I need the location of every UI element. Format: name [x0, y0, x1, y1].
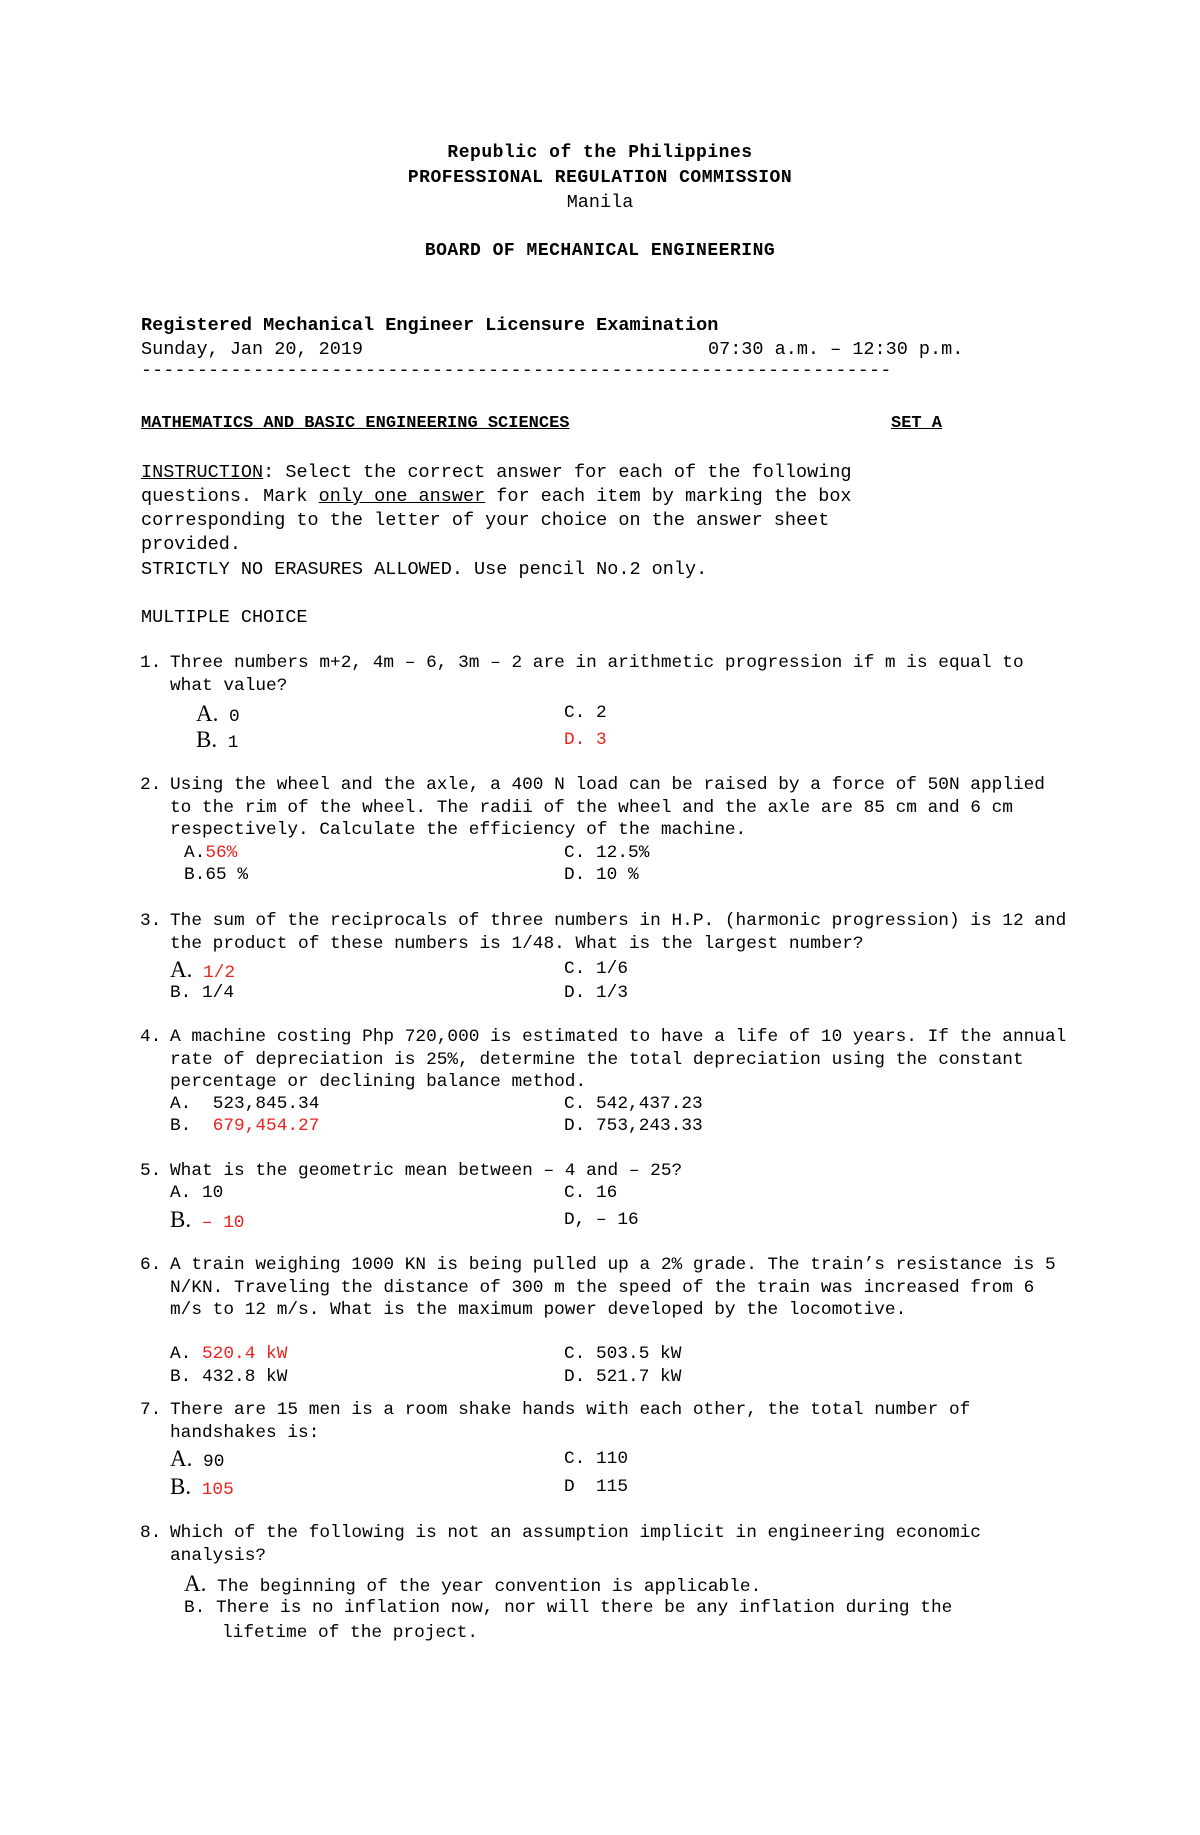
q6-option-b: B. 432.8 kW [170, 1367, 288, 1387]
q7-option-d: D 115 [564, 1477, 629, 1497]
header-republic: Republic of the Philippines [447, 143, 753, 163]
q7-option-a: A. 90 [170, 1446, 225, 1472]
exam-time: 07:30 a.m. – 12:30 p.m. [708, 339, 964, 360]
q1-option-b: B. 1 [196, 727, 239, 753]
q1-option-a: A. 0 [196, 701, 240, 727]
q4-option-d: D. 753,243.33 [564, 1116, 703, 1136]
header-board: BOARD OF MECHANICAL ENGINEERING [424, 241, 776, 261]
q1-option-c: C. 2 [564, 703, 607, 723]
q2-option-a: A.56% [184, 843, 238, 863]
exam-date: Sunday, Jan 20, 2019 [141, 339, 364, 360]
instruction-line-1: INSTRUCTION: Select the correct answer for each of the following [141, 462, 852, 483]
exam-page: Republic of the Philippines PROFESSIONAL REGULATION COMMISSION Manila BOARD OF MECHANICAL ENGINEERING Registered Mechanical Engineer Licensure Examination Sunday, Jan 20, 2019 07:30 a.m. – 12:30 p.m. ------------------------------------------------------------------- MATHEMATICS AND BASIC ENGINEERING SCIENCES SET A INSTRUCTION: Select the correct answer for each of the following questions. Mark only one answer for each item by marking the box corresponding to the letter of your choice on the answer sheet provided. STRICTLY NO ERASURES ALLOWED. Use pencil No.2 only. MULTIPLE CHOICE 1. Three numbers m+2, 4m – 6, 3m – 2 are in arithmetic progression if m is equal to what value? A. 0 B. 1 C. 2 D. 3 2. Using the wheel and the axle, a 400 N load can be raised by a force of 50N applied to the rim of the wheel. The radii of the wheel and the axle are 85 cm and 6 cm respectively. Calculate the efficiency of the machine. A.56% B.65 % C. 12.5% D. 10 % 3. The sum of the reciprocals of three numbers in H.P. (harmonic progression) is 12 and the product of these numbers is 1/48. What is the largest number? A. 1/2 B. 1/4 C. 1/6 D. 1/3 4. A machine costing Php 720,000 is estimated to have a life of 10 years. If the annual rate of depreciation is 25%, determine the total depreciation using the constant percentage or declining balance method. A. 523,845.34 B. 679,454.27 C. 542,437.23 D. 753,243.33 5. What is the geometric mean between – 4 and – 25? A. 10 B. – 10 C. 16 D, – 16 6. A train weighing 1000 KN is being pulled up a 2% grade. The train’s resistance is 5 N/KN. Traveling the distance of 300 m the speed of the train was increased from 6 m/s to 12 m/s. What is the maximum power developed by the locomotive. A. 520.4 kW B. 432.8 kW C. 503.5 kW D. 521.7 kW 7. There are 15 men is a room shake hands with each other, the total number of handshakes is: A. 90 B. 105 C. 110 D 115 8. Which of the following is not an assumption implicit in engineering economic analysis? A. The beginning of the year convention is applicable. B. There is no inflation now, nor will there be any inflation during the lifetime of the project. [0, 0, 1200, 1835]
set-label: SET A [891, 414, 943, 433]
instruction-line-3: corresponding to the letter of your choice on the answer sheet [141, 510, 830, 531]
exam-title: Registered Mechanical Engineer Licensure Examination [141, 315, 719, 336]
instruction-label: INSTRUCTION [141, 462, 264, 483]
q4-option-a: A. 523,845.34 [170, 1094, 320, 1114]
q3-option-c: C. 1/6 [564, 959, 629, 979]
header-prc: PROFESSIONAL REGULATION COMMISSION [407, 168, 793, 188]
q1-option-d-answer: D. 3 [564, 730, 607, 750]
q5-option-b: B. – 10 [170, 1207, 245, 1233]
subject-name: MATHEMATICS AND BASIC ENGINEERING SCIENCES [141, 414, 570, 433]
q2-option-d: D. 10 % [564, 865, 639, 885]
q5-option-a: A. 10 [170, 1183, 224, 1203]
q7-option-c: C. 110 [564, 1449, 629, 1469]
q3-option-d: D. 1/3 [564, 983, 629, 1003]
q2-option-b: B.65 % [184, 865, 249, 885]
q4-option-c: C. 542,437.23 [564, 1094, 703, 1114]
q5-option-c: C. 16 [564, 1183, 618, 1203]
instruction-line-4: provided. [141, 534, 241, 555]
q6-option-a: A. 520.4 kW [170, 1344, 288, 1364]
q6-option-d: D. 521.7 kW [564, 1367, 682, 1387]
separator-line: ------------------------------------------------------------------- [141, 361, 892, 381]
q8-option-a: A. The beginning of the year convention is applicable. [184, 1571, 762, 1597]
no-erasures-note: STRICTLY NO ERASURES ALLOWED. Use pencil No.2 only. [141, 559, 708, 580]
instruction-line-2: questions. Mark only one answer for each item by marking the box [141, 486, 852, 507]
q6-option-c: C. 503.5 kW [564, 1344, 682, 1364]
q2-option-c: C. 12.5% [564, 843, 650, 863]
q5-option-d: D, – 16 [564, 1210, 639, 1230]
q4-option-b: B. 679,454.27 [170, 1116, 320, 1136]
q8-option-b-continued: lifetime of the project. [222, 1623, 479, 1643]
q8-option-b: B. There is no inflation now, nor will there be any inflation during the [184, 1598, 953, 1618]
section-label: MULTIPLE CHOICE [141, 607, 308, 628]
only-one-answer: only one answer [318, 486, 486, 507]
header-city: Manila [566, 192, 634, 213]
q3-option-a: A. 1/2 [170, 957, 236, 983]
q3-option-b: B. 1/4 [170, 983, 235, 1003]
q7-option-b: B. 105 [170, 1474, 234, 1500]
